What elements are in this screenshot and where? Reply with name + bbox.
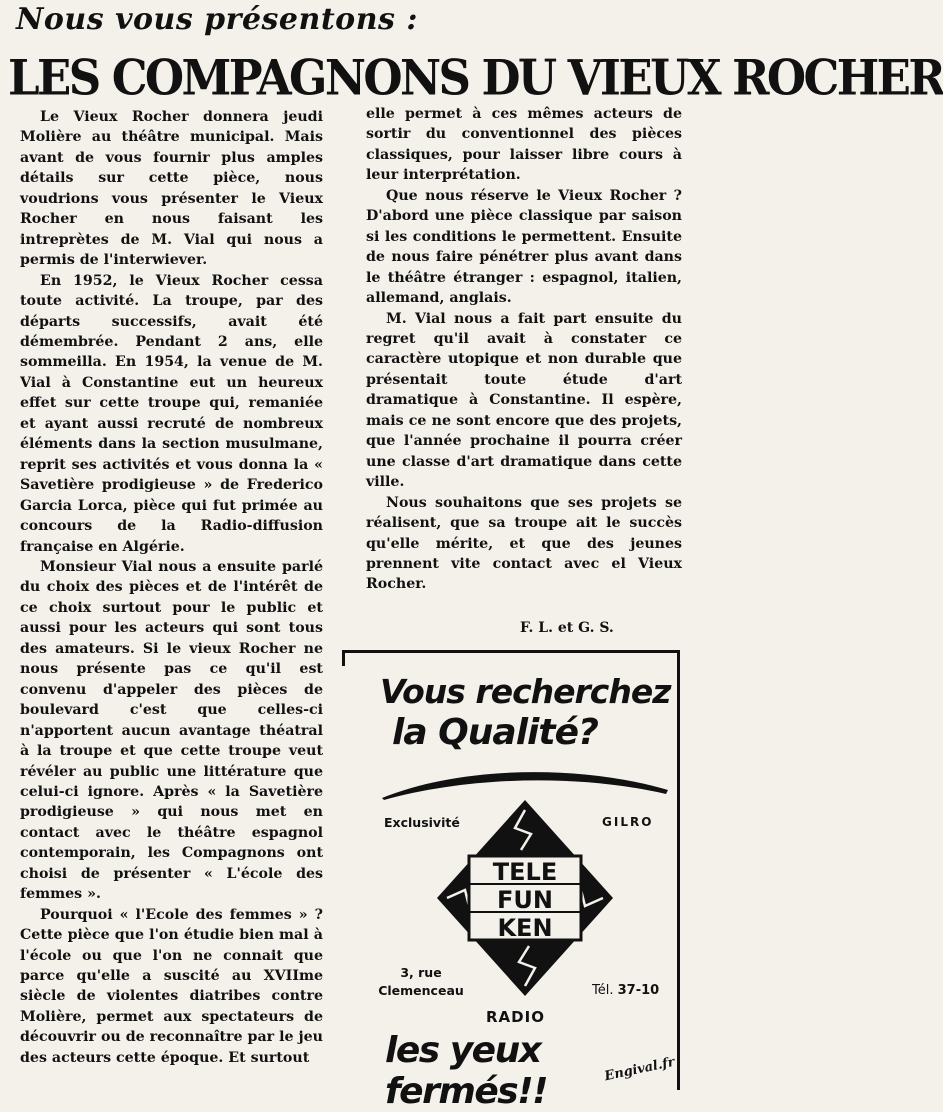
ad-slogan: les yeux fermés!!: [385, 1030, 548, 1112]
ad-headline-line1: Vous recherchez: [380, 672, 671, 711]
article-column-left: [20, 107, 323, 1068]
article-paragraph: Pourquoi « l'Ecole des femmes » ? Cette pièce que l'on étudie bien mal à l'école ou que l'on ne connait que parce qu'elle a suscité au XVIIme siècle de violentes diatribes contre Molière, permet aux spectateurs de découvrir ou de reconnaître par le jeu des acteurs cette époque. Et surtout: [20, 906, 323, 1066]
ad-headline-line2: la Qualité?: [392, 712, 598, 753]
ad-exclusivity-label: Exclusivité: [384, 815, 460, 830]
article-paragraph: elle permet à ces mêmes acteurs de sortir du conventionnel des pièces classiques, pour laisser libre cours à leur interprétation.: [366, 106, 682, 184]
ad-radio-label: RADIO: [486, 1008, 545, 1026]
ad-dealer-name: GILRO: [602, 815, 654, 829]
ad-tel-label: Tél.: [592, 983, 614, 998]
ad-address-line1: 3, rue: [400, 965, 442, 980]
watermark: Engival.fr: [603, 1054, 677, 1085]
article-paragraph: Le Vieux Rocher donnera jeudi Molière au théâtre municipal. Mais avant de vous fournir plus amples détails sur cette pièce, nous voudrions vous présenter le Vieux Rocher en nous faisant les intreprètes de M. Vial qui nous a permis de l'interwiever.: [20, 109, 323, 269]
logo-text-line3: KEN: [497, 914, 553, 942]
ad-swoosh-decoration: [380, 762, 670, 802]
article-signature: F. L. et G. S.: [520, 620, 614, 636]
ad-address: [376, 964, 466, 1000]
article-paragraph: Nous souhaitons que ses projets se réalisent, que sa troupe ait le succès qu'elle mérite, et que des jeunes prennent vite contact avec el Vieux Rocher.: [366, 494, 682, 593]
ad-corner-ornament: [342, 650, 358, 666]
article-paragraph: Monsieur Vial nous a ensuite parlé du choix des pièces et de l'intérêt de ce choix surtout pour le public et aussi pour les acteurs qui sont tous des amateurs. Si le vieux Rocher ne nous présente pas ce qu'il est convenu d'appeler des pièces de boulevard c'est que celles-ci n'apportent aucun avantage théatral à la troupe et que cette troupe veut révéler au public une littérature que celui-ci ignore. Après « la Savetière prodigieuse » qui nous met en contact avec le théâtre espagnol contemporain, les Compagnons ont choisi de présenter « L'école des femmes ».: [20, 558, 323, 903]
ad-address-line2: Clemenceau: [378, 983, 464, 998]
ad-tel-number: 37-10: [617, 983, 660, 998]
ad-telephone: [592, 983, 659, 998]
logo-text-line1: TELE: [492, 858, 558, 886]
logo-text-line2: FUN: [497, 886, 553, 914]
article-column-right: [366, 104, 682, 595]
article-kicker: Nous vous présentons :: [16, 2, 418, 37]
article-paragraph: Que nous réserve le Vieux Rocher ? D'abord une pièce classique par saison si les conditions le permettent. Ensuite de nous faire pénétrer plus avant dans le théâtre étranger : espagnol, italien, allemand, anglais.: [366, 187, 682, 307]
article-paragraph: En 1952, le Vieux Rocher cessa toute activité. La troupe, par des départs successifs, avait été démembrée. Pendant 2 ans, elle sommeilla. En 1954, la venue de M. Vial à Constantine eut un heureux effet sur cette troupe qui, remaniée et ayant aussi recruté de nombreux éléments dans la section musulmane, reprit ses activités et vous donna la « Savetière prodigieuse » de Frederico Garcia Lorca, pièce qui fut primée au concours de la Radio-diffusion française en Algérie.: [20, 272, 323, 555]
article-headline: LES COMPAGNONS DU VIEUX ROCHER: [8, 48, 943, 107]
article-paragraph: M. Vial nous a fait part ensuite du regret qu'il avait à constater ce caractère utopique et non durable que présentait toute étude d'art dramatique à Constantine. Il espère, mais ce ne sont encore que des projets, que l'année prochaine il pourra créer une classe d'art dramatique dans cette ville.: [366, 310, 682, 491]
